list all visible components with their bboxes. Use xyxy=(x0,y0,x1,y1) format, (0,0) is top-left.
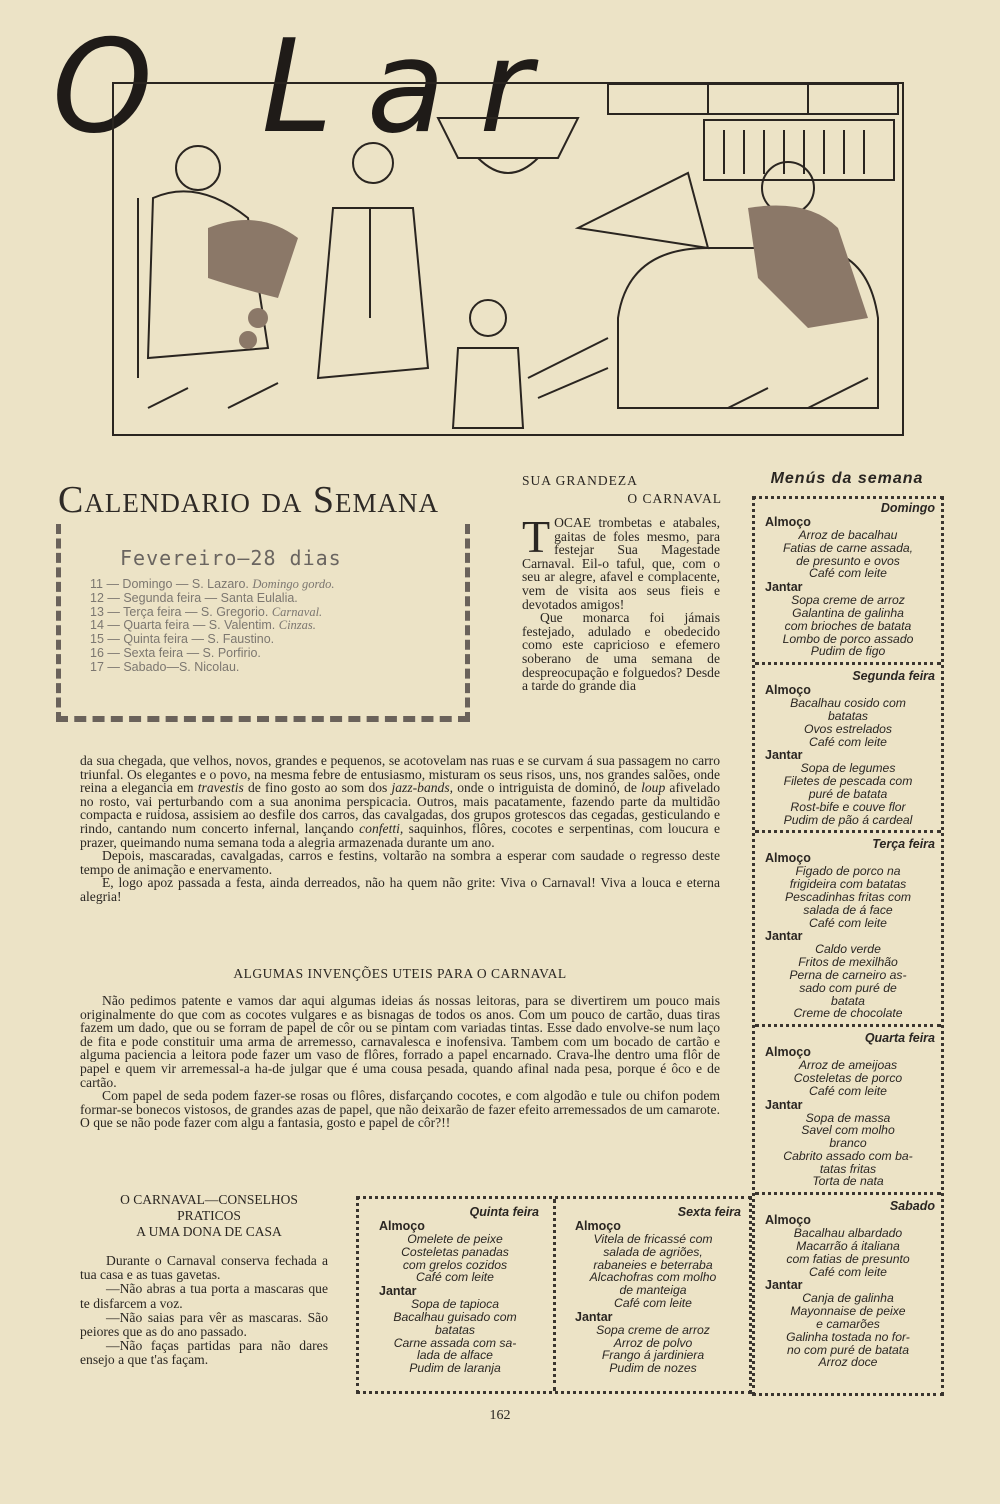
advice-paragraph: —Não abras a tua porta a mascaras que te disfarcem a voz. xyxy=(80,1281,328,1311)
menu-column-right xyxy=(752,496,944,1396)
dish: no com puré de batata xyxy=(787,1342,909,1357)
advice-paragraph: —Não saias para vêr as mascaras. São peiores que as do ano passado. xyxy=(80,1309,328,1340)
menu-divider xyxy=(553,1199,556,1391)
dish: salada de agriões, xyxy=(603,1244,703,1259)
dish: Lombo de porco assado xyxy=(782,631,914,646)
menu-day-quinta: Quinta feira xyxy=(469,1205,539,1219)
calendar-day: 15 — Quinta feira — S. Faustino. xyxy=(90,632,275,647)
dish: puré de batata xyxy=(808,786,888,801)
menu-day-quarta: Quarta feira xyxy=(755,1024,941,1045)
dish: Arroz de ameijoas xyxy=(798,1058,898,1073)
dish: Alcachofras com molho xyxy=(589,1270,717,1285)
menu-day-terca: Terça feira xyxy=(755,830,941,851)
family-illustration xyxy=(108,78,908,440)
menu-day-domingo: Domingo xyxy=(880,501,935,515)
dish: Canja de galinha xyxy=(802,1291,894,1306)
dish: Creme de chocolate xyxy=(793,1006,903,1021)
dish: Sopa creme de arroz xyxy=(596,1322,710,1337)
dish: Café com leite xyxy=(614,1295,692,1310)
dish: Arroz de polvo xyxy=(613,1335,693,1350)
calendar-day: 12 — Segunda feira — Santa Eulalia. xyxy=(90,590,298,605)
dish: Fritos de mexilhão xyxy=(798,955,898,970)
calendar-month: Fevereiro—28 dias xyxy=(120,546,342,570)
dish: batatas xyxy=(435,1322,475,1337)
dish: Arroz doce xyxy=(818,1355,878,1370)
dish: tatas fritas xyxy=(819,1161,877,1176)
dish: Pudim de nozes xyxy=(609,1361,697,1376)
dish: com grelos cozidos xyxy=(402,1257,508,1272)
menu-box-bottom xyxy=(356,1196,752,1394)
article-wide-text xyxy=(80,754,720,904)
article-paragraph: E, logo apoz passada a festa, ainda derreados, não ha quem não grite: Viva o Carnaval! Viva a louca e eterna alegria! xyxy=(80,875,720,904)
dish: Sopa creme de arroz xyxy=(791,593,905,608)
masthead-title: O Lar xyxy=(52,13,566,162)
dish: Bacalhau albardado xyxy=(793,1226,903,1241)
dish: Café com leite xyxy=(809,1083,887,1098)
menu-day-sabado: Sabado xyxy=(755,1192,941,1213)
dish: Vitela de fricassé com xyxy=(593,1232,713,1246)
article-paragraph: Depois, mascaradas, cavalgadas, carros e festins, voltarão na sombra a esperar com saudade o regresso deste tempo de animação e enervamento. xyxy=(80,848,720,877)
dish: Costeletas panadas xyxy=(401,1244,509,1259)
dish: de presunto e ovos xyxy=(796,553,900,568)
dish: de manteiga xyxy=(619,1283,687,1298)
dish: e camarões xyxy=(816,1317,880,1332)
calendar-title: Calendario da Semana xyxy=(58,479,439,521)
meal-label-almoco: Almoço xyxy=(765,683,811,698)
dish: Omelete de peixe xyxy=(407,1232,503,1246)
dish: Café com leite xyxy=(809,1264,887,1279)
meal-label-almoco: Almoço xyxy=(575,1219,621,1233)
dish: Bacalhau cosido com xyxy=(790,696,906,711)
menu-day-sexta: Sexta feira xyxy=(677,1205,741,1219)
dish: Rost-bife e couve flor xyxy=(790,799,906,814)
meal-label-almoco: Almoço xyxy=(765,1213,811,1228)
meal-label-jantar: Jantar xyxy=(765,929,803,944)
meal-label-jantar: Jantar xyxy=(765,1278,803,1293)
dish: Cabrito assado com ba- xyxy=(783,1148,913,1163)
dish: Sopa de massa xyxy=(805,1110,891,1125)
article-intro: OCAE trombetas e atabales, gaitas de foles mesmo, para festejar Sua Magestade Carnaval. Eil-o taful, que, com o seu ar alegre, afavel e complacente, vem de visita aos seus fieis e devotados amigos! xyxy=(522,515,720,612)
drop-cap: T xyxy=(522,511,551,562)
meal-label-jantar: Jantar xyxy=(765,748,803,763)
inventions-paragraph: Não pedimos patente e vamos dar aqui algumas ideias ás nossas leitoras, para se divertirem um pouco mais originalmente do que com as cocotes vulgares e as bisnagas de todos os anos. Com um pouco de cartão, duas tiras fazem um dado, que ou se forram de papel de côr ou se pintam com variadas tintas. Esse dado envolve-se num laço de fita e pode constituir uma arma de arremesso, carnavalesca e inofensiva. Tambem com um bocado de cartão e alguma paciencia a leitora pode fazer um vaso de flôres, forrado a papel encarnado. Crava-lhe dentro uma flôr de papel e quem vir arremessal-a ha-de julgar que é uma cousa pesada, quando afinal nada pesa, porque é ôco e de cartão. xyxy=(80,993,720,1090)
calendar-day: 17 — Sabado—S. Nicolau. xyxy=(90,659,240,674)
dish: frigideira com batatas xyxy=(789,877,907,892)
article-heading-line-1: SUA GRANDEZA xyxy=(522,473,638,488)
article-heading xyxy=(522,472,722,508)
dish: Café com leite xyxy=(809,915,887,930)
inventions-paragraph: Com papel de seda podem fazer-se rosas ou flôres, disfarçando cocotes, e com algodão e tule ou chifon podem formar-se bonecos vistosos, de grandes azas de papel, que não deixarão de fazer efeito arremessados de um camarote. O que se não pode fazer com algu a fantasia, gosto e papel de côr?!! xyxy=(80,1088,720,1131)
advice-heading: O CARNAVAL—CONSELHOS PRATICOS A UMA DONA DE CASA xyxy=(120,1192,298,1239)
dish: Café com leite xyxy=(809,734,887,749)
calendar-day-list xyxy=(90,578,450,675)
dish: rabaneies e beterraba xyxy=(593,1257,713,1272)
calendar-box xyxy=(56,470,471,732)
calendar-day: 14 — Quarta feira — S. Valentim. Cinzas. xyxy=(90,618,316,633)
dish: Café com leite xyxy=(416,1270,494,1285)
dish: batata xyxy=(831,993,865,1008)
menus-title: Menús da semana xyxy=(770,470,924,487)
menu-column-sexta xyxy=(561,1205,745,1375)
menu-column-quinta xyxy=(365,1205,545,1375)
dish: Pescadinhas fritas com xyxy=(785,889,911,904)
dish: Galinha tostada no for- xyxy=(786,1329,910,1344)
dish: branco xyxy=(829,1136,867,1151)
inventions-text xyxy=(80,994,720,1130)
advice-paragraph: —Não faças partidas para não dares ensejo a que t'as façam. xyxy=(80,1338,328,1368)
menu-day-segunda: Segunda feira xyxy=(755,662,941,683)
advice-paragraph: Durante o Carnaval conserva fechada a tua casa e as tuas gavetas. xyxy=(80,1253,328,1283)
meal-label-jantar: Jantar xyxy=(379,1284,417,1299)
article-heading-line-2: O CARNAVAL xyxy=(627,491,722,506)
meal-label-jantar: Jantar xyxy=(765,1097,803,1112)
dish: Sopa de legumes xyxy=(800,761,896,776)
dish: Bacalhau guisado com xyxy=(393,1309,517,1324)
inventions-heading: ALGUMAS INVENÇÕES UTEIS PARA O CARNAVAL xyxy=(233,966,567,981)
advice-text xyxy=(80,1254,328,1368)
dish: com fatias de presunto xyxy=(786,1251,910,1266)
dish: com brioches de batata xyxy=(784,618,912,633)
dish: Perna de carneiro as- xyxy=(789,967,907,982)
meal-label-almoco: Almoço xyxy=(765,1045,811,1060)
calendar-day: 13 — Terça feira — S. Gregorio. Carnaval. xyxy=(90,604,323,619)
calendar-day: 16 — Sexta feira — S. Porfirio. xyxy=(90,645,261,660)
dish: sado com puré de xyxy=(799,980,897,995)
dish: Pudim de pão á cardeal xyxy=(783,812,913,827)
dish: Arroz de bacalhau xyxy=(798,528,898,542)
meal-label-jantar: Jantar xyxy=(575,1309,613,1324)
article-paragraph: da sua chegada, que velhos, novos, grandes e pequenos, se acotovelam nas ruas e se curvam á sua passagem no carro triunfal. Os elegantes e o povo, na mesma febre de entusiasmo, misturam os seus risos, uns, nos grandes salões, onde reina a elegancia em travestis de fino gosto ao som dos jazz-bands, onde o intriguista de dominó, de loup afivelado no rosto, vai perturbando com a sua anonima perspicacia. Outros, mais pacatamente, fazendo parte da multidão compacta e ruidosa, assisiem ao desfile dos carros, das cavalgadas, dos grupos grotescos das cegadas, gesticulando e rindo, cantando num concerto infernal, lançando confetti, saquinhos, flôres, cocotes e serpentinas, com loucura e prazer, queimando numa semana toda a alegria armazenada durante um ano. xyxy=(80,753,720,850)
dish: Mayonnaise de peixe xyxy=(790,1304,906,1319)
dish: salada de á face xyxy=(803,902,893,917)
dish: Macarrão á italiana xyxy=(796,1239,900,1254)
calendar-day: 11 — Domingo — S. Lazaro. Domingo gordo. xyxy=(90,577,335,591)
dish: Torta de nata xyxy=(812,1174,884,1189)
dish: lada de alface xyxy=(417,1348,493,1363)
dish: Frango á jardiniera xyxy=(601,1348,705,1363)
meal-label-almoco: Almoço xyxy=(379,1219,425,1233)
dish: Ovos estrelados xyxy=(803,721,893,736)
page-number: 162 xyxy=(489,1408,511,1423)
dish: batatas xyxy=(828,708,868,723)
dish: Costeletas de porco xyxy=(793,1070,903,1085)
dish: Sopa de tapioca xyxy=(410,1297,500,1312)
dish: Figado de porco na xyxy=(795,864,901,879)
dish: Filetes de pescada com xyxy=(783,774,913,789)
meal-label-almoco: Almoço xyxy=(765,851,811,866)
dish: Carne assada com sa- xyxy=(393,1335,517,1350)
dish: Pudim de figo xyxy=(810,644,886,659)
dish: Galantina de galinha xyxy=(792,605,904,620)
dish: Fatias de carne assada, xyxy=(782,540,914,555)
dish: Savel com molho xyxy=(801,1123,895,1138)
dish: Café com leite xyxy=(809,566,887,581)
article-column xyxy=(522,511,720,694)
dish: Pudim de laranja xyxy=(409,1361,501,1376)
meal-label-jantar: Jantar xyxy=(765,580,803,595)
meal-label-almoco: Almoço xyxy=(765,515,811,529)
dish: Caldo verde xyxy=(815,942,881,957)
article-paragraph: Que monarca foi jámais festejado, adulado e obedecido como este capricioso e efemero soberano de uma semana de despreocupação e folguedos? Desde a tarde do grande dia xyxy=(522,610,720,694)
